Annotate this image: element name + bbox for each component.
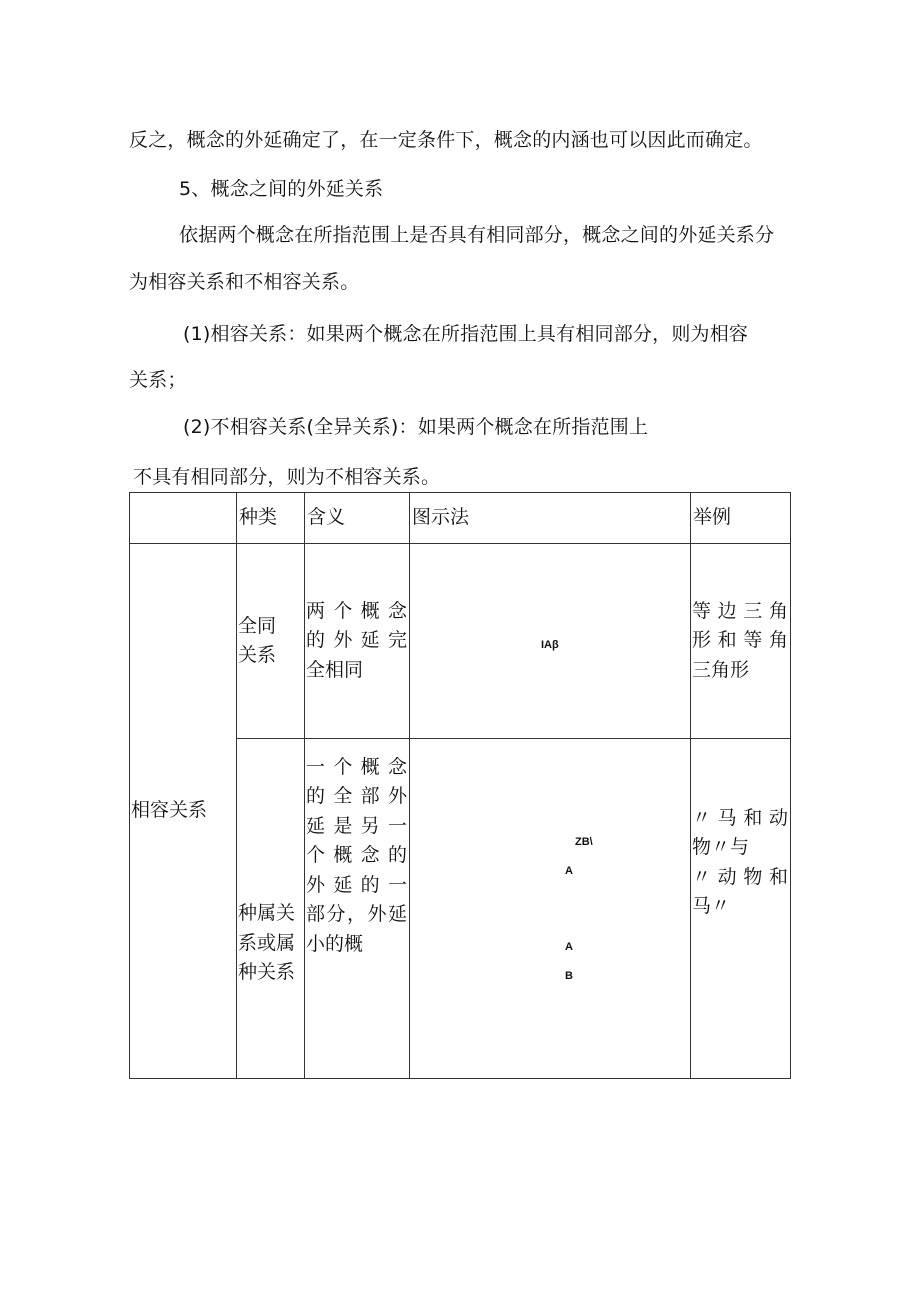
kind-line: 系或属: [238, 931, 296, 954]
paragraph-5-line-1: (2)不相容关系(全异关系)：如果两个概念在所指范围上: [183, 416, 649, 438]
diagram-label: ZB\: [575, 836, 593, 848]
example-cell: [691, 544, 791, 739]
diagram-label: A: [565, 941, 573, 953]
meaning-line: 的全部外: [306, 785, 408, 808]
example-line: 马〃: [692, 895, 731, 918]
paragraph-4-line-1: (1)相容关系：如果两个概念在所指范围上具有相同部分，则为相容: [183, 323, 749, 345]
example-line: 形和等角: [692, 629, 789, 652]
header-kind: 种类: [237, 493, 305, 544]
diagram-cell: [410, 739, 691, 1079]
paragraph-3-line-1: 依据两个概念在所指范围上是否具有相同部分，概念之间的外延关系分: [179, 224, 775, 246]
kind-line: 种属关: [238, 902, 296, 925]
header-example: 举例: [691, 493, 791, 544]
diagram-label: A: [565, 865, 573, 877]
table-row: [130, 544, 791, 739]
meaning-line: 一个概念: [306, 756, 408, 778]
example-line: 等边三角: [692, 599, 789, 622]
paragraph-1: 反之，概念的外延确定了，在一定条件下，概念的内涵也可以因此而确定。: [129, 129, 763, 151]
diagram-label: B: [565, 970, 573, 982]
meaning-line: 个概念的: [306, 844, 408, 867]
meaning-line: 小的概: [306, 932, 364, 955]
example-line: 三角形: [692, 658, 750, 681]
header-meaning: 含义: [305, 493, 410, 544]
meaning-cell: [305, 544, 410, 739]
header-diagram: 图示法: [410, 493, 691, 544]
kind-cell: [237, 739, 305, 1079]
paragraph-3-line-2: 为相容关系和不相容关系。: [129, 271, 360, 293]
meaning-cell: [305, 739, 410, 1079]
example-line: 物〃与: [692, 836, 750, 859]
example-line: 〃动物和: [692, 865, 789, 888]
kind-line: 种关系: [238, 961, 296, 984]
meaning-line: 的外延完: [306, 629, 408, 652]
diagram-cell: [410, 544, 691, 739]
kind-line: 关系: [238, 644, 277, 666]
meaning-line: 延是另一: [306, 814, 408, 837]
header-empty: [130, 493, 237, 544]
paragraph-5-line-2: 不具有相同部分，则为不相容关系。: [133, 466, 441, 488]
meaning-line: 全相同: [306, 658, 364, 681]
example-cell: [691, 739, 791, 1079]
meaning-line: 部分，外延: [306, 903, 408, 926]
kind-cell: [237, 544, 305, 739]
example-line: 〃马和动: [692, 807, 789, 829]
table-header-row: [130, 493, 791, 544]
meaning-line: 外延的一: [306, 873, 408, 896]
diagram-label: IAβ: [541, 639, 559, 651]
paragraph-4-line-2: 关系；: [129, 369, 187, 391]
group-label: 相容关系: [130, 544, 237, 1079]
extension-relations-table: [129, 492, 791, 1079]
kind-line: 全同: [238, 614, 277, 637]
meaning-line: 两个概念: [306, 599, 408, 622]
section-heading: 5、概念之间的外延关系: [179, 178, 384, 200]
